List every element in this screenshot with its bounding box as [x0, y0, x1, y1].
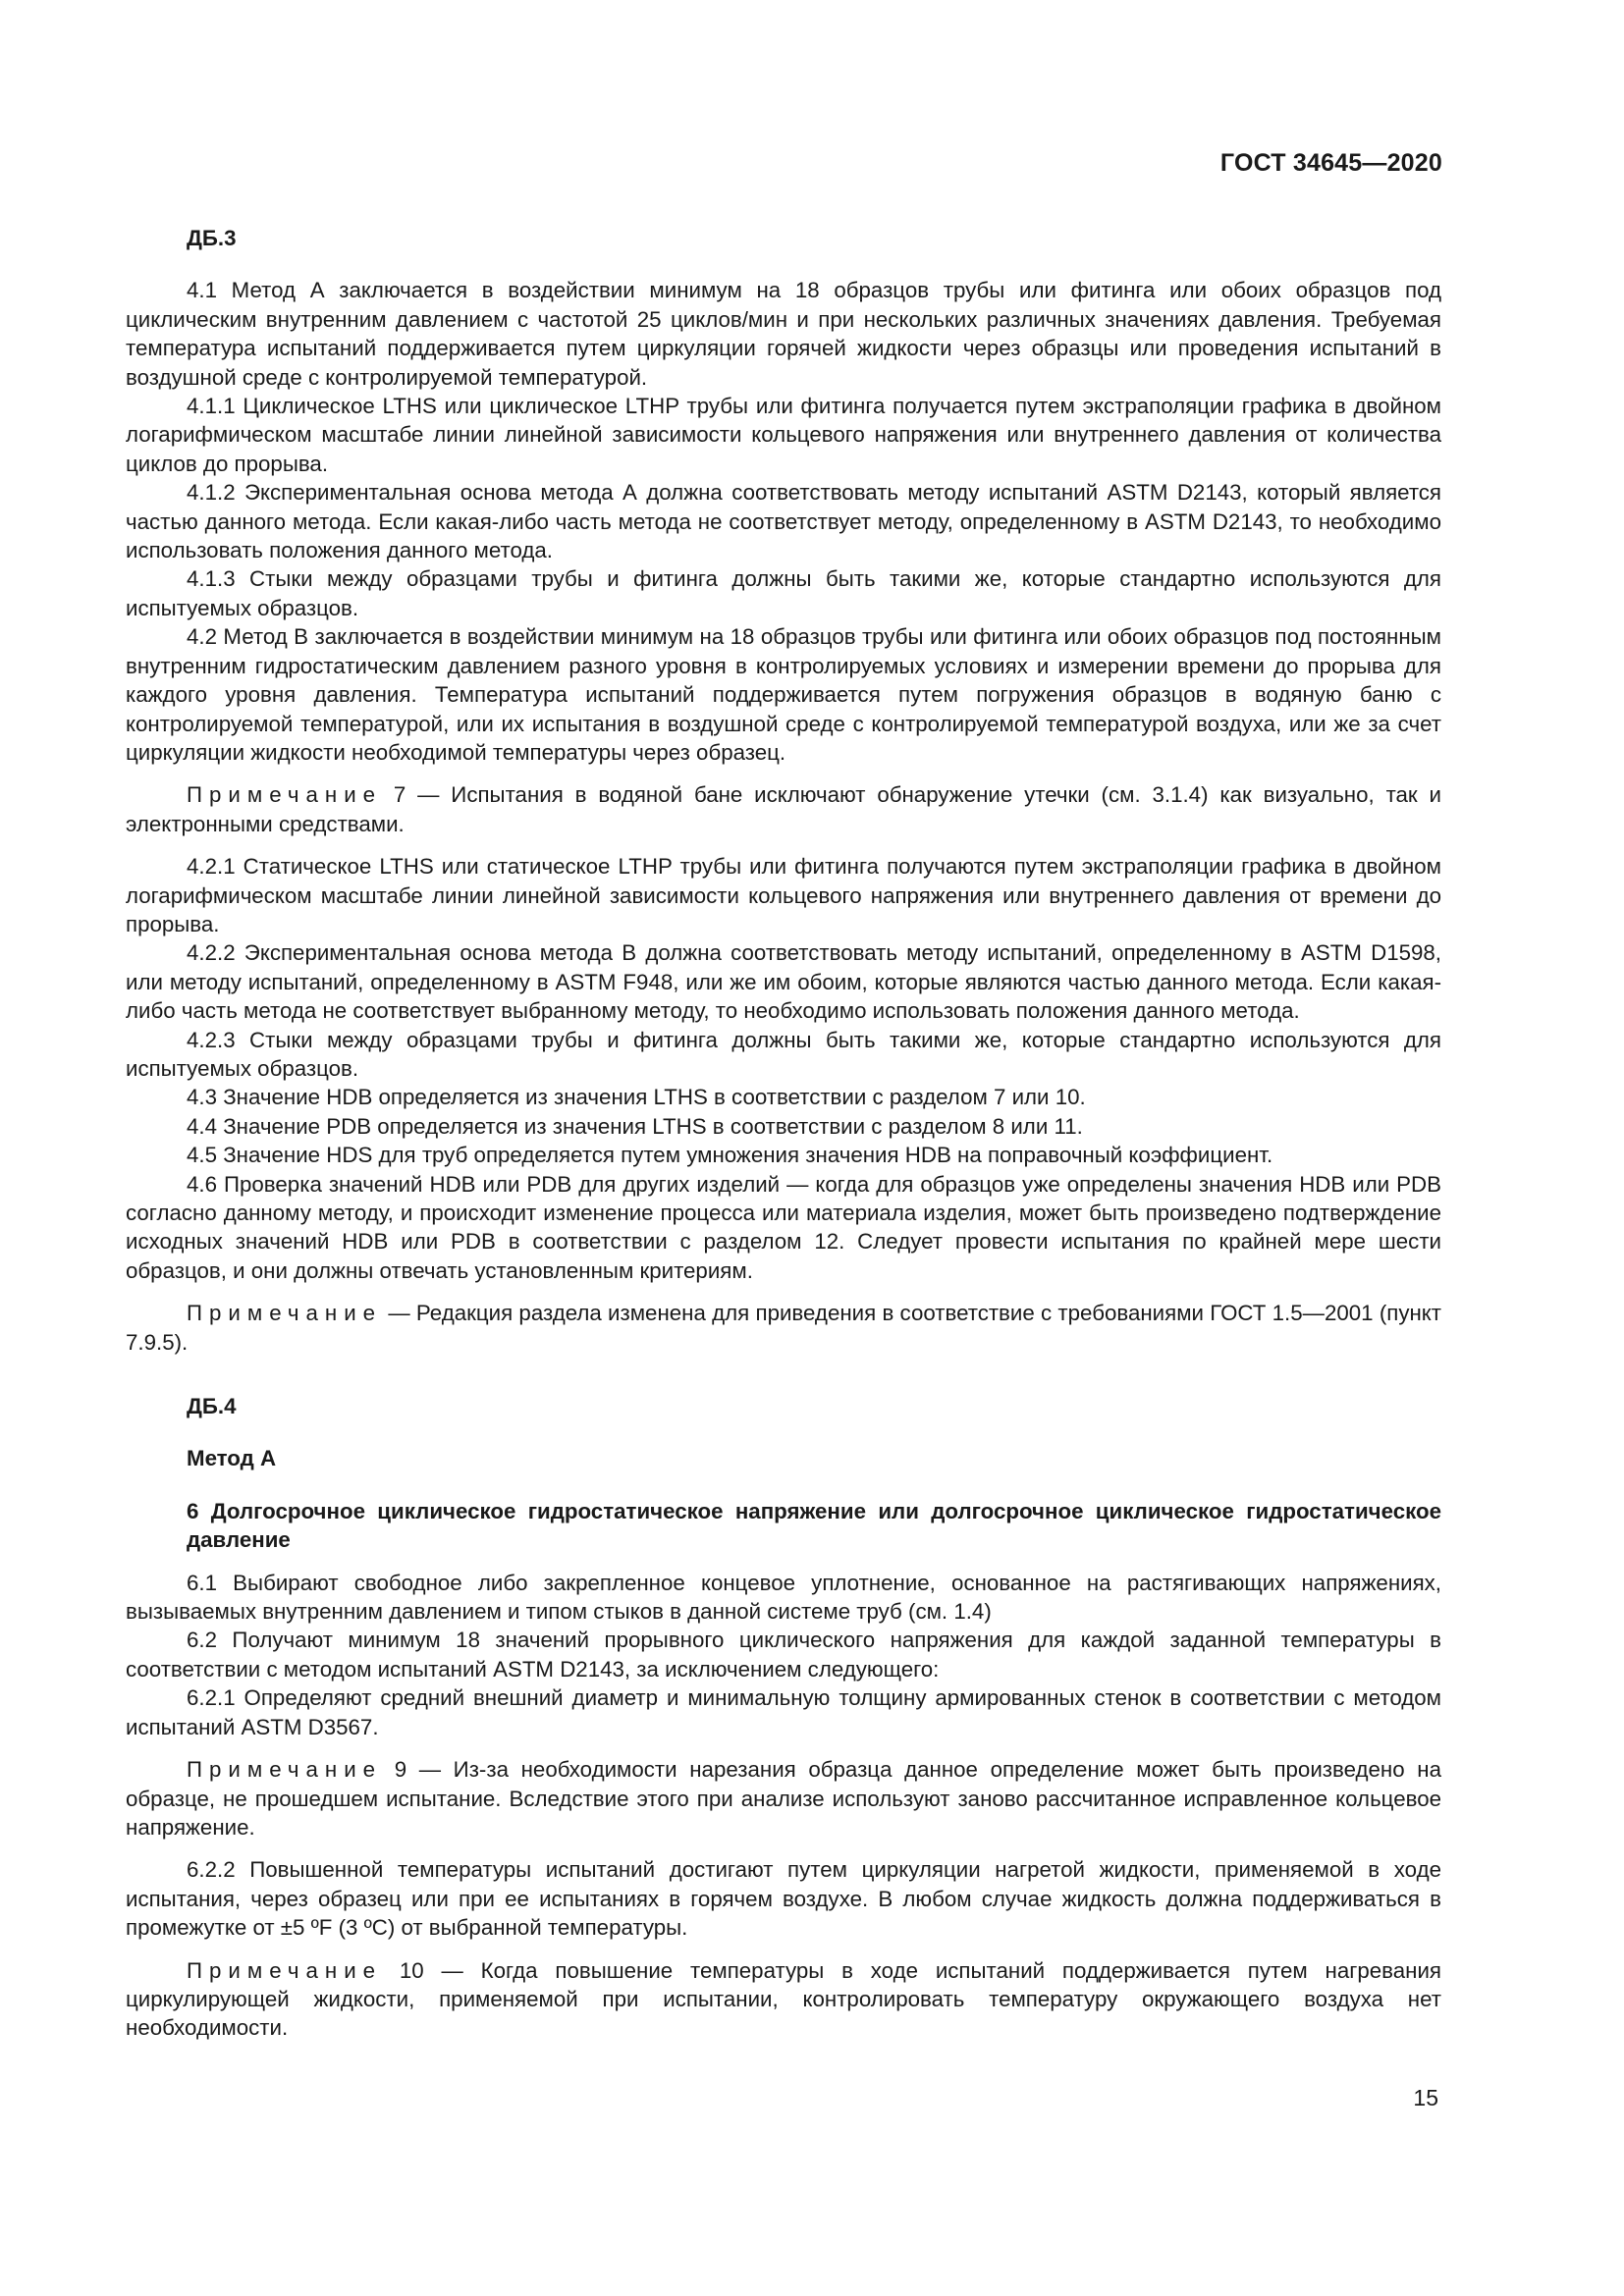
paragraph-4-4: 4.4 Значение PDB определяется из значения LTHS в соответствии с разделом 8 или 11. — [187, 1113, 1083, 1139]
heading-db4: ДБ.4 — [187, 1394, 237, 1419]
note-editorial-text: — Редакция раздела изменена для приведения в соответствие с требованиями ГОСТ 1.5—2001 (пункт 7.9.5). — [126, 1301, 1441, 1355]
note-editorial — [126, 1299, 1441, 1357]
paragraph-4-1-3: 4.1.3 Стыки между образцами трубы и фитинга должны быть такими же, которые стандартно используются для испытуемых образцов. — [126, 566, 1441, 620]
paragraph-4-2-2: 4.2.2 Экспериментальная основа метода В должна соответствовать методу испытаний, определенному в ASTM D1598, или методу испытаний, определенному в ASTM F948, или же им обоим, которые являются частью данного метода. Если какая-либо часть метода не соответствует выбранному методу, то необходимо использовать положения данного метода. — [126, 940, 1441, 1024]
note-7 — [126, 780, 1441, 838]
paragraph-4-5: 4.5 Значение HDS для труб определяется путем умножения значения HDB на поправочный коэффициент. — [187, 1143, 1273, 1168]
paragraph-4-2: 4.2 Метод В заключается в воздействии минимум на 18 образцов трубы или фитинга или обоих образцов под постоянным внутренним гидростатическим давлением разного уровня в контролируемых условиях и измерении времени до прорыва для каждого уровня давления. Температура испытаний поддерживается путем погружения образцов в водяную баню с контролируемой температурой, или их испытания в воздушной среде с контролируемой температурой воздуха, или же за счет циркуляции жидкости необходимой температуры через образец. — [126, 624, 1441, 765]
paragraph-4-3: 4.3 Значение HDB определяется из значения LTHS в соответствии с разделом 7 или 10. — [187, 1085, 1086, 1110]
paragraph-4-2-1: 4.2.1 Статическое LTHS или статическое LTHP трубы или фитинга получаются путем экстраполяции графика в двойном логарифмическом масштабе линии линейной зависимости кольцевого напряжения или внутреннего давления от времени до прорыва. — [126, 854, 1441, 936]
note-9-label: Примечание — [187, 1757, 383, 1783]
paragraph-4-2-3: 4.2.3 Стыки между образцами трубы и фитинга должны быть такими же, которые стандартно используются для испытуемых образцов. — [126, 1027, 1441, 1081]
heading-db3: ДБ.3 — [187, 226, 237, 250]
paragraph-6-2: 6.2 Получают минимум 18 значений прорывного циклического напряжения для каждой заданной температуры в соответствии с методом испытаний ASTM D2143, за исключением следующего: — [126, 1628, 1441, 1682]
note-10-text: 10 — Когда повышение температуры в ходе испытаний поддерживается путем нагревания циркулирующей жидкости, применяемой при испытании, контролировать температуру окружающего воздуха нет необходимости. — [126, 1957, 1441, 2041]
paragraph-4-1-1: 4.1.1 Циклическое LTHS или циклическое LTHP трубы или фитинга получается путем экстраполяции графика в двойном логарифмическом масштабе линии линейной зависимости кольцевого напряжения или внутреннего давления от количества циклов до прорыва. — [126, 394, 1441, 476]
note-10 — [126, 1956, 1441, 2043]
page-number: 15 — [1413, 2085, 1438, 2110]
heading-method-a: Метод А — [187, 1446, 277, 1471]
paragraph-6-1: 6.1 Выбирают свободное либо закрепленное концевое уплотнение, основанное на растягивающих напряжениях, вызываемых внутренним давлением и типом стыков в данной системе труб (см. 1.4) — [126, 1570, 1441, 1625]
note-7-label: Примечание — [187, 782, 383, 808]
note-10-label: Примечание — [187, 1957, 383, 1983]
heading-section-6: 6 Долгосрочное циклическое гидростатическое напряжение или долгосрочное циклическое гидростатическое давление — [187, 1498, 1441, 1553]
paragraph-4-1-2: 4.1.2 Экспериментальная основа метода А должна соответствовать методу испытаний ASTM D2143, который является частью данного метода. Если какая-либо часть метода не соответствует методу, определенному в ASTM D2143, то необходимо использовать положения данного метода. — [126, 480, 1441, 563]
paragraph-6-2-1: 6.2.1 Определяют средний внешний диаметр и минимальную толщину армированных стенок в соответствии с методом испытаний ASTM D3567. — [126, 1685, 1441, 1739]
document-code-header: ГОСТ 34645—2020 — [1219, 149, 1442, 177]
note-7-text: 7 — Испытания в водяной бане исключают обнаружение утечки (см. 3.1.4) как визуально, так и электронными средствами. — [126, 782, 1441, 836]
page-content — [126, 224, 1441, 2043]
paragraph-6-2-2: 6.2.2 Повышенной температуры испытаний достигают путем циркуляции нагретой жидкости, применяемой в ходе испытания, через образец или при ее испытаниях в горячем воздухе. В любом случае жидкость должна поддерживаться в промежутке от ±5 ºF (3 ºC) от выбранной температуры. — [126, 1857, 1441, 1941]
note-editorial-label: Примечание — [187, 1301, 383, 1326]
paragraph-4-6: 4.6 Проверка значений HDB или PDB для других изделий — когда для образцов уже определены значения HDB или PDB согласно данному методу, и происходит изменение процесса или материала изделия, может быть произведено подтверждение исходных значений HDB или PDB в соответствии с разделом 12. Следует провести испытания по крайней мере шести образцов, и они должны отвечать установленным критериям. — [126, 1171, 1441, 1283]
note-9 — [126, 1755, 1441, 1842]
note-9-text: 9 — Из-за необходимости нарезания образца данное определение может быть произведено на образце, не прошедшем испытание. Вследствие этого при анализе используют заново рассчитанное исправленное кольцевое напряжение. — [126, 1757, 1441, 1840]
paragraph-4-1: 4.1 Метод А заключается в воздействии минимум на 18 образцов трубы или фитинга или обоих образцов под циклическим внутренним давлением с частотой 25 циклов/мин и при нескольких различных значениях давления. Требуемая температура испытаний поддерживается путем циркуляции горячей жидкости через образцы или проведения испытаний в воздушной среде с контролируемой температурой. — [126, 278, 1441, 390]
